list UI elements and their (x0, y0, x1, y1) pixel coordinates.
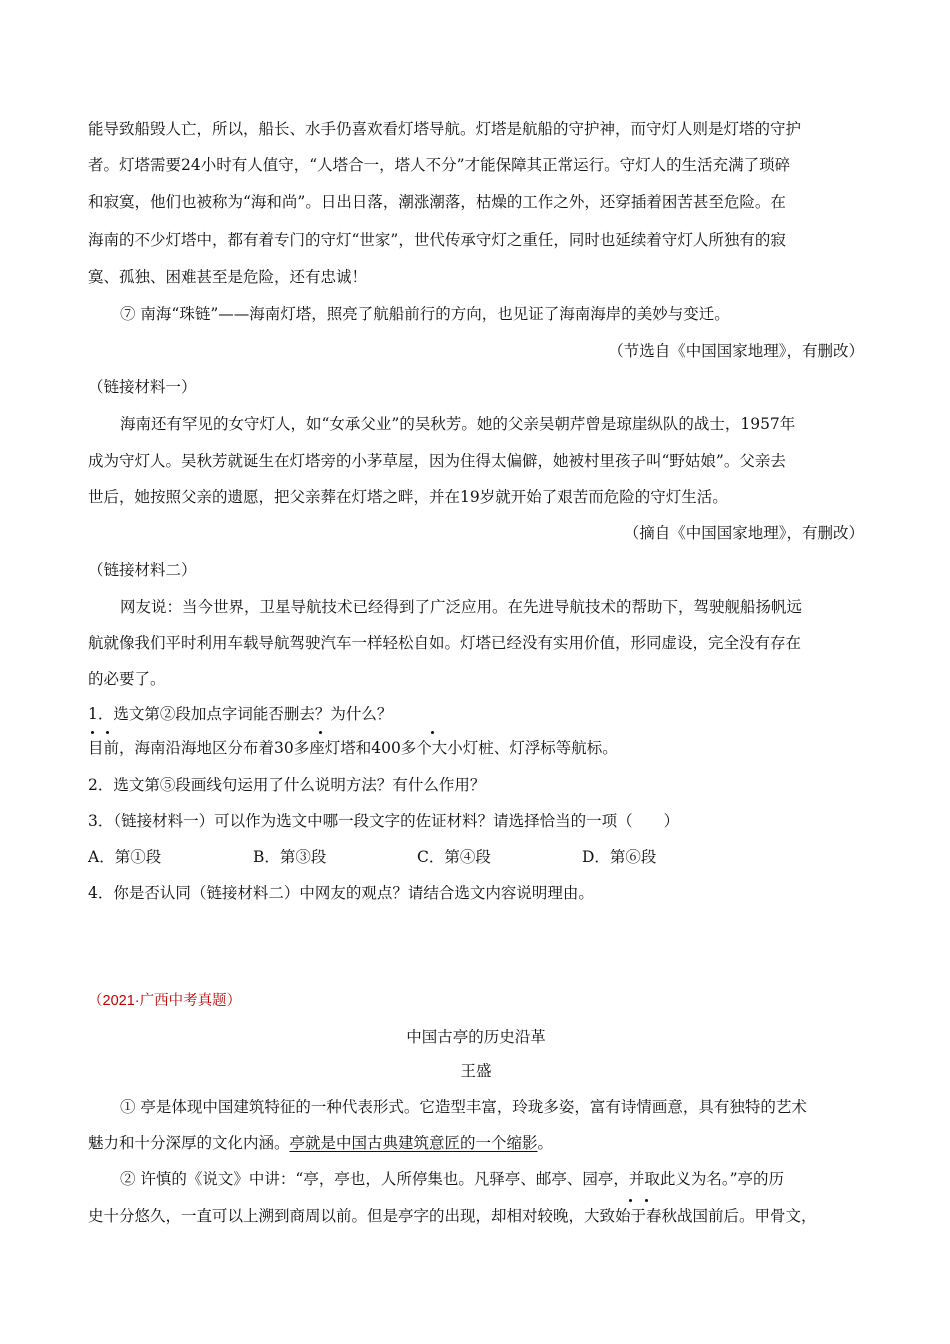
plain-text: 魅力和十分深厚的文化内涵。 (88, 1134, 290, 1152)
underlined-sentence: 亭就是中国古典建筑意匠的一个缩影 (289, 1134, 538, 1152)
emphasis-dot (91, 731, 94, 734)
question-4: 4．你是否认同（链接材料二）中网友的观点？请结合选文内容说明理由。 (88, 884, 594, 902)
paragraph-1-line-2 (88, 1132, 864, 1154)
material-2-line: 网友说：当今世界，卫星导航技术已经得到了广泛应用。在先进导航技术的帮助下，驾驶舰船扬帆远 (120, 598, 803, 616)
passage-line: 海南的不少灯塔中，都有着专门的守灯“世家”，世代传承守灯之重任，同时也延续着守灯人所独有的寂 (88, 231, 786, 249)
source-citation: （节选自《中国国家地理》，有删改） (608, 342, 864, 360)
article-author: 王盛 (460, 1062, 492, 1080)
emphasis-dot (645, 1199, 648, 1202)
paragraph-1: ① 亭是体现中国建筑特征的一种代表形式。它造型丰富，玲珑多姿，富有诗情画意，具有独特的艺术 (120, 1098, 807, 1116)
emphasis-dot (106, 731, 109, 734)
emphasis-dot (629, 1199, 632, 1202)
article-title: 中国古亭的历史沿革 (406, 1028, 546, 1046)
question-3: 3．（链接材料一）可以作为选文中哪一段文字的佐证材料？请选择恰当的一项（ ） (88, 812, 680, 830)
option-c[interactable]: C．第④段 (417, 848, 491, 866)
material-2-heading: （链接材料二） (88, 561, 197, 579)
option-d[interactable]: D．第⑥段 (582, 848, 657, 866)
option-b[interactable]: B．第③段 (253, 848, 327, 866)
passage-line: 能导致船毁人亡，所以，船长、水手仍喜欢看灯塔导航。灯塔是航船的守护神，而守灯人则是灯塔的守护 (88, 120, 802, 138)
passage-line: 者。灯塔需要24小时有人值守，“人塔合一，塔人不分”才能保障其正常运行。守灯人的生活充满了琐碎 (88, 156, 791, 174)
material-1-heading: （链接材料一） (88, 378, 197, 396)
material-1-line: 海南还有罕见的女守灯人，如“女承父业”的吴秋芳。她的父亲吴朝芹曾是琼崖纵队的战士，1957年 (120, 415, 796, 433)
material-1-line: 成为守灯人。吴秋芳就诞生在灯塔旁的小茅草屋，因为住得太偏僻，她被村里孩子叫“野姑娘”。父亲去 (88, 452, 786, 470)
paragraph-2: ② 许慎的《说文》中讲：“亭，亭也，人所停集也。凡驿亭、邮亭、园亭，并取此义为名。”亭的历 (120, 1170, 785, 1188)
material-1-line: 世后，她按照父亲的遗愿，把父亲葬在灯塔之畔，并在19岁就开始了艰苦而危险的守灯生活。 (88, 488, 728, 506)
question-1-quote: 目前，海南沿海地区分布着30多座灯塔和400多个大小灯桩、灯浮标等航标。 (88, 739, 618, 757)
punctuation: 。 (537, 1134, 554, 1152)
emphasis-dot (431, 731, 434, 734)
emphasis-dot (319, 731, 322, 734)
question-1: 1．选文第②段加点字词能否删去？为什么？ (88, 705, 393, 723)
option-a[interactable]: A．第①段 (88, 848, 162, 866)
material-2-line: 的必要了。 (88, 670, 166, 688)
paragraph-7: ⑦ 南海“珠链”——海南灯塔，照亮了航船前行的方向，也见证了海南海岸的美妙与变迁。 (120, 305, 730, 323)
passage-line: 寞、孤独、困难甚至是危险，还有忠诚！ (88, 268, 368, 286)
question-2: 2．选文第⑤段画线句运用了什么说明方法？有什么作用？ (88, 776, 486, 794)
paragraph-2-line-2: 史十分悠久，一直可以上溯到商周以前。但是亭字的出现，却相对较晚，大致始于春秋战国前后。甲骨文， (88, 1207, 817, 1225)
passage-line: 和寂寞，他们也被称为“海和尚”。日出日落，潮涨潮落，枯燥的工作之外，还穿插着困苦甚至危险。在 (88, 193, 786, 211)
source-citation: （摘自《中国国家地理》，有删改） (623, 524, 864, 542)
exam-source-tag: （2021·广西中考真题） (88, 993, 242, 1009)
material-2-line: 航就像我们平时利用车载导航驾驶汽车一样轻松自如。灯塔已经没有实用价值，形同虚设，完全没有存在 (88, 634, 802, 652)
